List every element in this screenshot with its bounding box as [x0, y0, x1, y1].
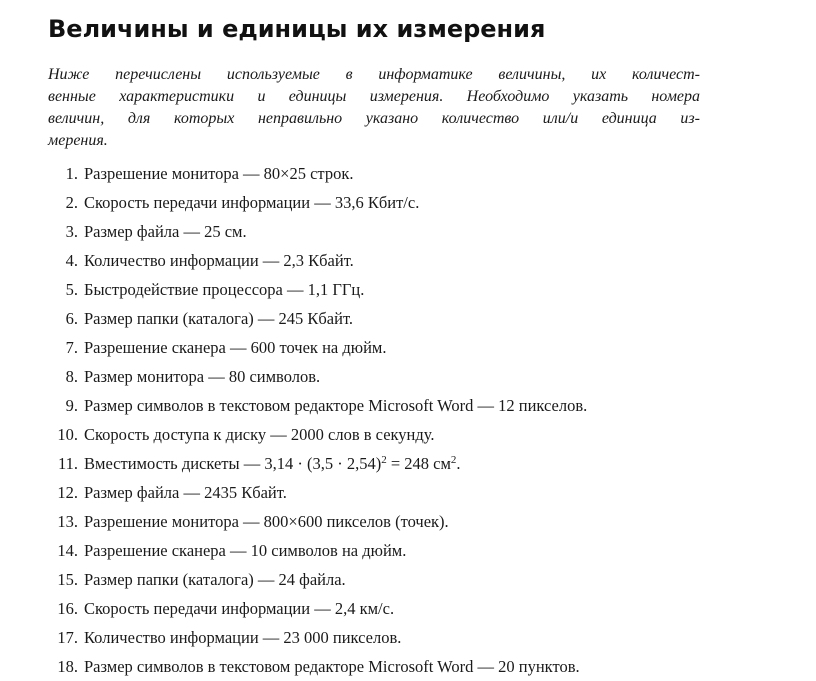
formula-text: . — [456, 454, 461, 473]
list-item — [48, 565, 587, 594]
list-item — [48, 275, 587, 304]
item-number: 2. — [65, 193, 78, 212]
item-text: Размер файла — 25 см. — [84, 222, 247, 241]
item-text — [78, 449, 461, 478]
intro-paragraph — [48, 64, 708, 152]
intro-line: величин, для которых неправильно указано количество или/и единица из- — [48, 110, 700, 127]
item-text: Размер символов в текстовом редакторе Microsoft Word — 20 пунктов. — [84, 657, 580, 676]
item-text: Количество информации — 2,3 Кбайт. — [84, 251, 354, 270]
item-number: 13. — [57, 512, 78, 531]
page-title: Величины и единицы их измерения — [48, 15, 546, 43]
item-text: Быстродействие процессора — 1,1 ГГц. — [84, 280, 365, 299]
list-item — [48, 652, 587, 681]
item-text: Количество информации — 23 000 пикселов. — [84, 628, 402, 647]
list-item — [48, 507, 587, 536]
item-text: Скорость доступа к диску — 2000 слов в секунду. — [84, 425, 435, 444]
item-number: 18. — [57, 657, 78, 676]
list-item — [48, 159, 587, 188]
list-item — [48, 333, 587, 362]
list-item — [48, 623, 587, 652]
item-number: 9. — [65, 396, 78, 415]
formula-text: Вместимость дискеты — 3,14 · (3,5 · 2,54) — [84, 454, 382, 473]
item-text: Разрешение сканера — 600 точек на дюйм. — [84, 338, 387, 357]
list-item — [48, 594, 587, 623]
list-item — [48, 304, 587, 333]
list-item — [48, 536, 587, 565]
item-number: 8. — [65, 367, 78, 386]
quantities-list — [48, 159, 587, 681]
item-number: 7. — [65, 338, 78, 357]
item-text: Разрешение монитора — 80×25 строк. — [84, 164, 354, 183]
item-text: Размер папки (каталога) — 24 файла. — [84, 570, 346, 589]
item-text: Размер файла — 2435 Кбайт. — [84, 483, 287, 502]
item-number: 12. — [57, 483, 78, 502]
item-number: 3. — [65, 222, 78, 241]
intro-line: венные характеристики и единицы измерения. Необходимо указать номера — [48, 88, 700, 105]
item-number: 11. — [57, 454, 78, 473]
list-item — [48, 188, 587, 217]
exponent: 2 — [450, 454, 457, 466]
intro-line: мерения. — [48, 132, 108, 149]
item-number: 16. — [57, 599, 78, 618]
item-number: 15. — [57, 570, 78, 589]
list-item — [48, 420, 587, 449]
item-number: 14. — [57, 541, 78, 560]
item-text: Скорость передачи информации — 33,6 Кбит/с. — [84, 193, 420, 212]
item-text: Размер символов в текстовом редакторе Microsoft Word — 12 пикселов. — [84, 396, 588, 415]
intro-line: Ниже перечислены используемые в информатике величины, их количест- — [48, 66, 700, 83]
item-text: Размер монитора — 80 символов. — [84, 367, 321, 386]
list-item — [48, 246, 587, 275]
item-text: Размер папки (каталога) — 245 Кбайт. — [84, 309, 354, 328]
item-number: 17. — [57, 628, 78, 647]
list-item — [48, 478, 587, 507]
item-number: 6. — [65, 309, 78, 328]
exponent: 2 — [381, 454, 387, 466]
formula-text: = 248 см — [386, 454, 451, 473]
item-text: Разрешение сканера — 10 символов на дюйм. — [84, 541, 407, 560]
list-item — [48, 449, 587, 478]
list-item — [48, 391, 587, 420]
item-text: Скорость передачи информации — 2,4 км/с. — [84, 599, 395, 618]
item-number: 10. — [57, 425, 78, 444]
item-number: 4. — [65, 251, 78, 270]
list-item — [48, 217, 587, 246]
item-number: 5. — [65, 280, 78, 299]
list-item — [48, 362, 587, 391]
item-text: Разрешение монитора — 800×600 пикселов (точек). — [84, 512, 449, 531]
item-number: 1. — [65, 164, 78, 183]
